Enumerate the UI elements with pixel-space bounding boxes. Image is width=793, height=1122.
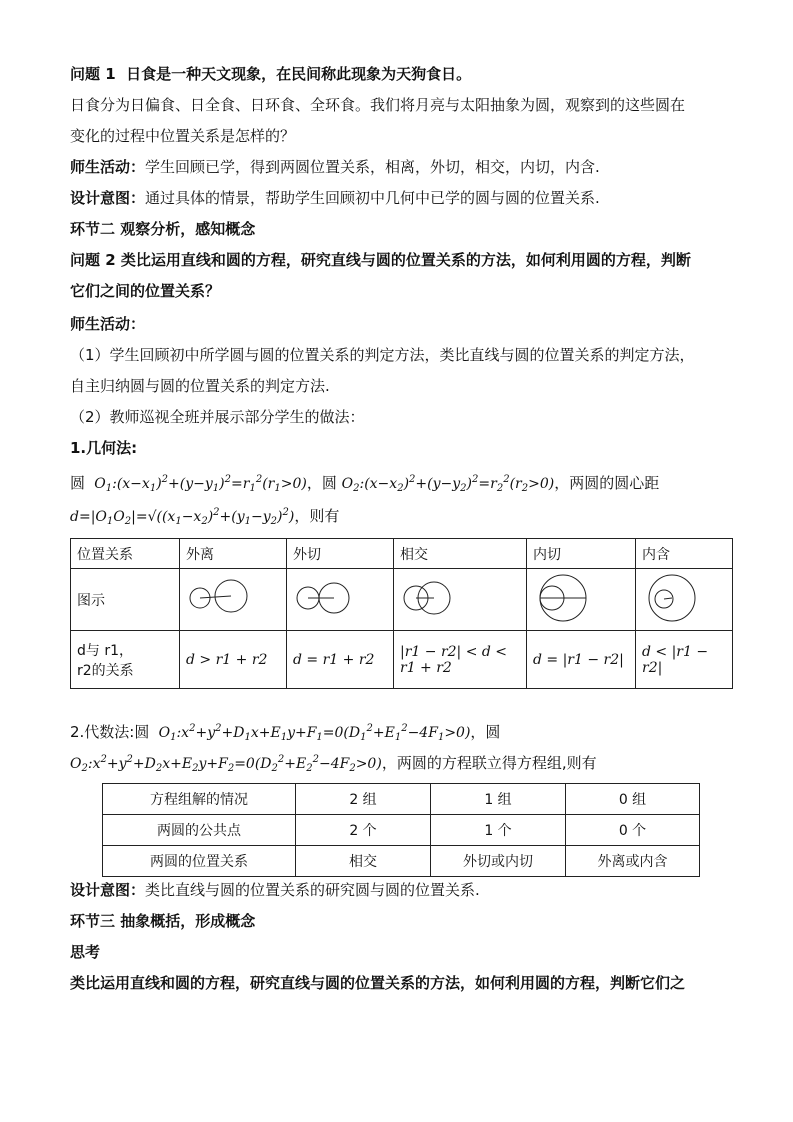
geometry-title: 1.几何法: [70, 439, 138, 457]
problem1-desc-line1: 日食分为日偏食、日全食、日环食、全环食。我们将月亮与太阳抽象为圆，观察到的这些圆在 [70, 96, 686, 114]
activity2-item1-line2: 自主归纳圆与圆的位置关系的判定方法. [70, 377, 330, 395]
activity2-label: 师生活动： [70, 315, 146, 333]
geometry-circle-equations: 圆 $O_1:(x-x_1)^2+(y-y_1)^2=r_1^2(r_1>0)$，圆 $O_2:(x-x_2)^2+(y-y_2)^2=r_2^2(r_2>0)$，两圆的圆心距 [70, 474, 660, 494]
figure-row-label: 图示 [71, 569, 180, 631]
contained-circles-figure [642, 572, 712, 624]
figure-internal-tangent [527, 569, 636, 631]
algebra-cell: 0 个 [566, 815, 700, 846]
activity2-item2: （2）教师巡视全班并展示部分学生的做法： [70, 408, 365, 426]
algebra-cell: 1 个 [431, 815, 566, 846]
relation-row-label: d与 r1， r2的关系 [71, 631, 180, 689]
activity2-item1-line1: （1）学生回顾初中所学圆与圆的位置关系的判定方法，类比直线与圆的位置关系的判定方法， [70, 346, 695, 364]
algebra-cell: 1 组 [431, 784, 566, 815]
geometry-header-cell: 外切 [287, 539, 394, 569]
separate-circles-figure [186, 574, 256, 622]
figure-contained [636, 569, 733, 631]
section2-heading: 环节二 观察分析，感知概念 [70, 220, 256, 238]
geometry-header-cell: 内含 [636, 539, 733, 569]
activity1: 师生活动：学生回顾已学，得到两圆位置关系，相离，外切，相交，内切，内含. [70, 158, 600, 176]
relation-cell: |r1 − r2| < d < r1 + r2 [394, 631, 527, 689]
relation-cell: d < |r1 − r2| [636, 631, 733, 689]
problem1-desc-line2: 变化的过程中位置关系是怎样的？ [70, 127, 296, 145]
geometry-header-cell: 相交 [394, 539, 527, 569]
figure-separate [180, 569, 287, 631]
geometry-table [70, 538, 733, 689]
section3-heading: 环节三 抽象概括，形成概念 [70, 912, 256, 930]
final-line: 类比运用直线和圆的方程，研究直线与圆的位置关系的方法，如何利用圆的方程，判断它们之 [70, 974, 686, 992]
figure-intersecting [394, 569, 527, 631]
algebra-cell: 2 个 [296, 815, 431, 846]
intent1: 设计意图：通过具体的情景，帮助学生回顾初中几何中已学的圆与圆的位置关系. [70, 189, 600, 207]
intersecting-circles-figure [400, 574, 470, 622]
algebra-circle1: 2.代数法:圆 $O_1:x^2+y^2+D_1x+E_1y+F_1=0(D_1^2+E_1^2-4F_1>0)$，圆 [70, 723, 501, 743]
geometry-header-cell: 外离 [180, 539, 287, 569]
geometry-header-cell: 位置关系 [71, 539, 180, 569]
algebra-circle2: $O_2:x^2+y^2+D_2x+E_2y+F_2=0(D_2^2+E_2^2-4F_2>0)$，两圆的方程联立得方程组,则有 [70, 754, 597, 774]
internal-tangent-figure [533, 572, 603, 624]
problem2-line2: 它们之间的位置关系？ [70, 282, 221, 300]
relation-cell: d > r1 + r2 [180, 631, 287, 689]
geometry-header-cell: 内切 [527, 539, 636, 569]
figure-external-tangent [287, 569, 394, 631]
algebra-cell: 2 组 [296, 784, 431, 815]
algebra-cell: 两圆的位置关系 [103, 846, 296, 877]
intent2: 设计意图：类比直线与圆的位置关系的研究圆与圆的位置关系. [70, 881, 480, 899]
algebra-cell: 方程组解的情况 [103, 784, 296, 815]
algebra-cell: 两圆的公共点 [103, 815, 296, 846]
algebra-cell: 相交 [296, 846, 431, 877]
algebra-cell: 外切或内切 [431, 846, 566, 877]
relation-cell: d = r1 + r2 [287, 631, 394, 689]
problem1-heading: 问题 1 日食是一种天文现象，在民间称此现象为天狗食日。 [70, 65, 472, 83]
relation-cell: d = |r1 − r2| [527, 631, 636, 689]
center-distance-formula: $d=|O_1O_2|=√((x_1-x_2)^2+(y_1-y_2)^2)$，则有 [70, 507, 340, 527]
algebra-table [102, 783, 700, 877]
think-heading: 思考 [70, 943, 101, 961]
external-tangent-figure [293, 574, 363, 622]
problem2-line1: 问题 2 类比运用直线和圆的方程，研究直线与圆的位置关系的方法，如何利用圆的方程，判断 [70, 251, 691, 269]
algebra-cell: 外离或内含 [566, 846, 700, 877]
algebra-cell: 0 组 [566, 784, 700, 815]
